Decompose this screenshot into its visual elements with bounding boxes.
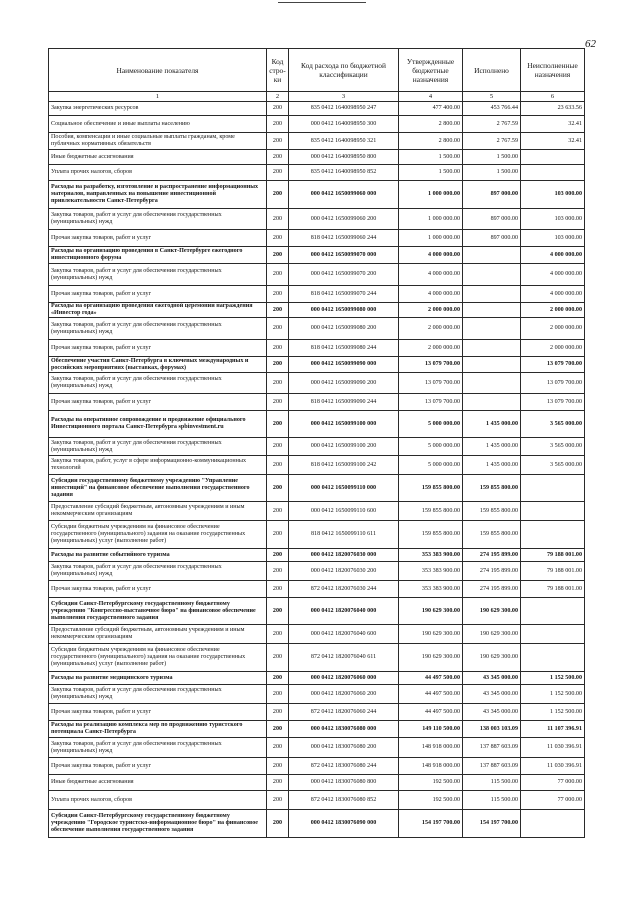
row-code-cell: 200 bbox=[267, 247, 289, 264]
row-kbk-cell: 000 0412 1650099060 200 bbox=[289, 209, 399, 230]
row-unexecuted-cell: 4 000 000.00 bbox=[521, 247, 585, 264]
row-approved-cell: 353 383 900.00 bbox=[399, 562, 463, 581]
row-name-cell: Предоставление субсидий бюджетным, автономным учреждениям и иным некоммерческим организациям bbox=[49, 625, 267, 644]
row-code-cell: 200 bbox=[267, 672, 289, 685]
row-unexecuted-cell bbox=[521, 502, 585, 521]
row-code-cell: 200 bbox=[267, 209, 289, 230]
row-kbk-cell: 000 0412 1820076040 000 bbox=[289, 598, 399, 625]
row-code-cell: 200 bbox=[267, 581, 289, 598]
row-executed-cell: 274 195 899.00 bbox=[463, 549, 521, 562]
row-executed-cell bbox=[463, 340, 521, 357]
column-number: 2 bbox=[267, 92, 289, 102]
row-unexecuted-cell: 32.41 bbox=[521, 116, 585, 133]
row-kbk-cell: 000 0412 1820076060 200 bbox=[289, 685, 399, 704]
table-row bbox=[49, 133, 585, 150]
row-name-cell: Расходы на развитие медицинского туризма bbox=[49, 672, 267, 685]
row-executed-cell: 137 887 603.09 bbox=[463, 758, 521, 775]
row-executed-cell: 190 629 300.00 bbox=[463, 598, 521, 625]
row-unexecuted-cell bbox=[521, 475, 585, 502]
row-approved-cell: 13 079 700.00 bbox=[399, 357, 463, 373]
row-code-cell: 200 bbox=[267, 303, 289, 318]
row-approved-cell: 190 629 300.00 bbox=[399, 598, 463, 625]
row-code-cell: 200 bbox=[267, 116, 289, 133]
table-row bbox=[49, 775, 585, 791]
table-row bbox=[49, 644, 585, 672]
row-name-cell: Обеспечение участия Санкт-Петербурга в ключевых международных и российских мероприятиях (выставках, форумах) bbox=[49, 357, 267, 373]
row-executed-cell: 2 767.59 bbox=[463, 133, 521, 150]
row-kbk-cell: 000 0412 1820076030 000 bbox=[289, 549, 399, 562]
row-executed-cell bbox=[463, 264, 521, 286]
row-executed-cell: 138 003 103.09 bbox=[463, 721, 521, 738]
row-name-cell: Уплата прочих налогов, сборов bbox=[49, 165, 267, 181]
row-unexecuted-cell: 2 000 000.00 bbox=[521, 303, 585, 318]
row-kbk-cell: 818 0412 1650099070 244 bbox=[289, 286, 399, 303]
row-name-cell: Прочая закупка товаров, работ и услуг bbox=[49, 704, 267, 721]
row-kbk-cell: 000 0412 1650099110 600 bbox=[289, 502, 399, 521]
row-approved-cell: 2 000 000.00 bbox=[399, 340, 463, 357]
table-row bbox=[49, 247, 585, 264]
row-kbk-cell: 000 0412 1640098950 300 bbox=[289, 116, 399, 133]
table-row bbox=[49, 791, 585, 810]
row-kbk-cell: 818 0412 1650099100 242 bbox=[289, 456, 399, 475]
row-executed-cell bbox=[463, 394, 521, 411]
row-kbk-cell: 000 0412 1820076060 000 bbox=[289, 672, 399, 685]
row-name-cell: Прочая закупка товаров, работ и услуг bbox=[49, 286, 267, 303]
row-unexecuted-cell: 77 000.00 bbox=[521, 791, 585, 810]
row-unexecuted-cell: 32.41 bbox=[521, 133, 585, 150]
row-name-cell: Закупка товаров, работ и услуг для обеспечения государственных (муниципальных) нужд bbox=[49, 209, 267, 230]
row-approved-cell: 4 000 000.00 bbox=[399, 264, 463, 286]
row-kbk-cell: 872 0412 1820076060 244 bbox=[289, 704, 399, 721]
row-unexecuted-cell: 11 030 396.91 bbox=[521, 738, 585, 758]
row-unexecuted-cell: 79 188 001.00 bbox=[521, 549, 585, 562]
row-code-cell: 200 bbox=[267, 438, 289, 456]
table-row bbox=[49, 181, 585, 209]
row-approved-cell: 44 497 500.00 bbox=[399, 672, 463, 685]
row-name-cell: Социальное обеспечение и иные выплаты населению bbox=[49, 116, 267, 133]
row-name-cell: Расходы на оперативное сопровождение и продвижение официального Инвестиционного портала Санкт-Петербурга spbinvestment.ru bbox=[49, 411, 267, 438]
column-number: 4 bbox=[399, 92, 463, 102]
row-name-cell: Закупка товаров, работ и услуг для обеспечения государственных (муниципальных) нужд bbox=[49, 438, 267, 456]
row-kbk-cell: 000 0412 1650099090 200 bbox=[289, 373, 399, 394]
table-row bbox=[49, 549, 585, 562]
row-unexecuted-cell: 1 152 500.00 bbox=[521, 685, 585, 704]
row-unexecuted-cell: 3 565 000.00 bbox=[521, 456, 585, 475]
row-name-cell: Расходы на развитие событийного туризма bbox=[49, 549, 267, 562]
row-executed-cell: 1 435 000.00 bbox=[463, 411, 521, 438]
row-executed-cell: 1 435 000.00 bbox=[463, 456, 521, 475]
row-kbk-cell: 000 0412 1830076090 000 bbox=[289, 810, 399, 838]
row-name-cell: Прочая закупка товаров, работ и услуг bbox=[49, 340, 267, 357]
header-row bbox=[49, 49, 585, 92]
row-unexecuted-cell bbox=[521, 150, 585, 165]
budget-table bbox=[48, 48, 585, 838]
row-approved-cell: 353 383 900.00 bbox=[399, 549, 463, 562]
row-name-cell: Субсидии Санкт-Петербургскому государственному бюджетному учреждению "Конгрессно-выставочное бюро" на финансовое обеспечение выполнения государственного задания bbox=[49, 598, 267, 625]
row-executed-cell: 115 500.00 bbox=[463, 775, 521, 791]
row-approved-cell: 13 079 700.00 bbox=[399, 373, 463, 394]
top-mark bbox=[278, 2, 366, 3]
table-row bbox=[49, 456, 585, 475]
row-kbk-cell: 000 0412 1650099080 200 bbox=[289, 318, 399, 340]
row-name-cell: Субсидии бюджетным учреждениям на финансовое обеспечение государственного (муниципального) задания на оказание государственных (муниципальных) услуг (выполнение работ) bbox=[49, 644, 267, 672]
row-approved-cell: 5 000 000.00 bbox=[399, 456, 463, 475]
row-code-cell: 200 bbox=[267, 165, 289, 181]
row-code-cell: 200 bbox=[267, 549, 289, 562]
table-row bbox=[49, 704, 585, 721]
row-approved-cell: 159 855 800.00 bbox=[399, 475, 463, 502]
row-code-cell: 200 bbox=[267, 340, 289, 357]
table-row bbox=[49, 758, 585, 775]
row-unexecuted-cell bbox=[521, 810, 585, 838]
row-kbk-cell: 872 0412 1820076040 611 bbox=[289, 644, 399, 672]
row-approved-cell: 190 629 300.00 bbox=[399, 644, 463, 672]
row-executed-cell: 154 197 700.00 bbox=[463, 810, 521, 838]
header-approved: Утвержденные бюджетные назначения bbox=[399, 49, 463, 92]
table-row bbox=[49, 357, 585, 373]
row-kbk-cell: 818 0412 1650099060 244 bbox=[289, 230, 399, 247]
row-executed-cell bbox=[463, 373, 521, 394]
row-kbk-cell: 000 0412 1830076080 200 bbox=[289, 738, 399, 758]
row-unexecuted-cell: 2 000 000.00 bbox=[521, 318, 585, 340]
table-row bbox=[49, 581, 585, 598]
row-unexecuted-cell: 13 079 700.00 bbox=[521, 394, 585, 411]
column-number: 6 bbox=[521, 92, 585, 102]
row-executed-cell: 43 345 000.00 bbox=[463, 704, 521, 721]
row-approved-cell: 44 497 500.00 bbox=[399, 685, 463, 704]
row-unexecuted-cell: 103 000.00 bbox=[521, 230, 585, 247]
row-code-cell: 200 bbox=[267, 738, 289, 758]
row-name-cell: Прочая закупка товаров, работ и услуг bbox=[49, 581, 267, 598]
row-unexecuted-cell: 2 000 000.00 bbox=[521, 340, 585, 357]
row-code-cell: 200 bbox=[267, 394, 289, 411]
row-code-cell: 200 bbox=[267, 810, 289, 838]
column-number: 5 bbox=[463, 92, 521, 102]
row-unexecuted-cell: 4 000 000.00 bbox=[521, 264, 585, 286]
row-executed-cell bbox=[463, 318, 521, 340]
row-unexecuted-cell: 1 152 500.00 bbox=[521, 672, 585, 685]
table-row bbox=[49, 209, 585, 230]
row-executed-cell: 1 435 000.00 bbox=[463, 438, 521, 456]
row-code-cell: 200 bbox=[267, 150, 289, 165]
row-name-cell: Субсидии бюджетным учреждениям на финансовое обеспечение государственного (муниципального) задания на оказание государственных (муниципальных) услуг (выполнение работ) bbox=[49, 521, 267, 549]
row-name-cell: Прочая закупка товаров, работ и услуг bbox=[49, 394, 267, 411]
row-approved-cell: 192 500.00 bbox=[399, 791, 463, 810]
row-unexecuted-cell: 103 000.00 bbox=[521, 209, 585, 230]
row-kbk-cell: 000 0412 1650099090 000 bbox=[289, 357, 399, 373]
row-approved-cell: 154 197 700.00 bbox=[399, 810, 463, 838]
page-number: 62 bbox=[585, 38, 596, 50]
table-row bbox=[49, 502, 585, 521]
table-row bbox=[49, 438, 585, 456]
row-approved-cell: 1 500.00 bbox=[399, 165, 463, 181]
row-executed-cell: 159 855 800.00 bbox=[463, 502, 521, 521]
row-unexecuted-cell: 13 079 700.00 bbox=[521, 357, 585, 373]
row-name-cell: Закупка товаров, работ и услуг для обеспечения государственных (муниципальных) нужд bbox=[49, 738, 267, 758]
row-name-cell: Расходы на организацию проведения в Санкт-Петербурге ежегодного инвестиционного форума bbox=[49, 247, 267, 264]
header-code: Код стро-ки bbox=[267, 49, 289, 92]
row-name-cell: Прочая закупка товаров, работ и услуг bbox=[49, 758, 267, 775]
row-name-cell: Предоставление субсидий бюджетным, автономным учреждениям и иным некоммерческим организациям bbox=[49, 502, 267, 521]
row-kbk-cell: 872 0412 1830076080 244 bbox=[289, 758, 399, 775]
row-kbk-cell: 000 0412 1650099110 000 bbox=[289, 475, 399, 502]
row-code-cell: 200 bbox=[267, 721, 289, 738]
table-row bbox=[49, 394, 585, 411]
row-kbk-cell: 000 0412 1650099070 000 bbox=[289, 247, 399, 264]
row-executed-cell: 137 887 603.09 bbox=[463, 738, 521, 758]
row-unexecuted-cell: 79 188 001.00 bbox=[521, 562, 585, 581]
header-name: Наименование показателя bbox=[49, 49, 267, 92]
row-name-cell: Закупка товаров, работ и услуг для обеспечения государственных (муниципальных) нужд bbox=[49, 562, 267, 581]
row-executed-cell: 897 000.00 bbox=[463, 181, 521, 209]
row-name-cell: Уплата прочих налогов, сборов bbox=[49, 791, 267, 810]
row-approved-cell: 2 000 000.00 bbox=[399, 303, 463, 318]
table-row bbox=[49, 116, 585, 133]
row-unexecuted-cell: 77 000.00 bbox=[521, 775, 585, 791]
row-code-cell: 200 bbox=[267, 685, 289, 704]
row-code-cell: 200 bbox=[267, 230, 289, 247]
row-kbk-cell: 000 0412 1650099100 200 bbox=[289, 438, 399, 456]
row-code-cell: 200 bbox=[267, 456, 289, 475]
row-executed-cell: 115 500.00 bbox=[463, 791, 521, 810]
row-code-cell: 200 bbox=[267, 521, 289, 549]
row-approved-cell: 1 000 000.00 bbox=[399, 181, 463, 209]
row-approved-cell: 2 000 000.00 bbox=[399, 318, 463, 340]
row-approved-cell: 149 110 500.00 bbox=[399, 721, 463, 738]
table-row bbox=[49, 165, 585, 181]
row-name-cell: Субсидии государственному бюджетному учреждению "Управление инвестиций" на финансовое обеспечение выполнения государственного задания bbox=[49, 475, 267, 502]
row-approved-cell: 1 000 000.00 bbox=[399, 209, 463, 230]
row-code-cell: 200 bbox=[267, 791, 289, 810]
row-executed-cell: 43 345 000.00 bbox=[463, 685, 521, 704]
row-code-cell: 200 bbox=[267, 286, 289, 303]
row-unexecuted-cell: 13 079 700.00 bbox=[521, 373, 585, 394]
row-kbk-cell: 818 0412 1650099090 244 bbox=[289, 394, 399, 411]
row-executed-cell: 190 629 300.00 bbox=[463, 625, 521, 644]
row-unexecuted-cell: 3 565 000.00 bbox=[521, 411, 585, 438]
column-number: 3 bbox=[289, 92, 399, 102]
table-row bbox=[49, 230, 585, 247]
table-row bbox=[49, 562, 585, 581]
row-approved-cell: 4 000 000.00 bbox=[399, 286, 463, 303]
row-executed-cell: 274 195 899.00 bbox=[463, 581, 521, 598]
table-row bbox=[49, 150, 585, 165]
row-approved-cell: 2 800.00 bbox=[399, 116, 463, 133]
row-name-cell: Иные бюджетные ассигнования bbox=[49, 775, 267, 791]
column-number: 1 bbox=[49, 92, 267, 102]
row-executed-cell: 43 345 000.00 bbox=[463, 672, 521, 685]
row-unexecuted-cell: 3 565 000.00 bbox=[521, 438, 585, 456]
table-row bbox=[49, 521, 585, 549]
table-row bbox=[49, 102, 585, 116]
row-kbk-cell: 000 0412 1830076080 000 bbox=[289, 721, 399, 738]
row-approved-cell: 148 918 000.00 bbox=[399, 758, 463, 775]
row-approved-cell: 148 918 000.00 bbox=[399, 738, 463, 758]
row-code-cell: 200 bbox=[267, 704, 289, 721]
row-approved-cell: 44 497 500.00 bbox=[399, 704, 463, 721]
row-name-cell: Расходы на реализацию комплекса мер по продвижению туристского потенциала Санкт-Петербурга bbox=[49, 721, 267, 738]
row-name-cell: Субсидии Санкт-Петербургскому государственному бюджетному учреждению "Городское туристско-информационное бюро" на финансовое обеспечение выполнения государственного задания bbox=[49, 810, 267, 838]
row-unexecuted-cell: 11 107 396.91 bbox=[521, 721, 585, 738]
row-kbk-cell: 000 0412 1650099060 000 bbox=[289, 181, 399, 209]
row-name-cell: Расходы на организацию проведения ежегодной церемонии награждения «Инвестор года» bbox=[49, 303, 267, 318]
row-executed-cell: 159 855 800.00 bbox=[463, 521, 521, 549]
row-approved-cell: 5 000 000.00 bbox=[399, 438, 463, 456]
row-executed-cell bbox=[463, 286, 521, 303]
row-executed-cell bbox=[463, 357, 521, 373]
row-code-cell: 200 bbox=[267, 373, 289, 394]
row-approved-cell: 5 000 000.00 bbox=[399, 411, 463, 438]
row-kbk-cell: 872 0412 1830076080 852 bbox=[289, 791, 399, 810]
row-approved-cell: 1 500.00 bbox=[399, 150, 463, 165]
table-row bbox=[49, 598, 585, 625]
row-kbk-cell: 872 0412 1820076030 244 bbox=[289, 581, 399, 598]
row-code-cell: 200 bbox=[267, 502, 289, 521]
row-kbk-cell: 818 0412 1650099110 611 bbox=[289, 521, 399, 549]
row-kbk-cell: 835 0412 1640098950 247 bbox=[289, 102, 399, 116]
header-kbk: Код расхода по бюджетной классификации bbox=[289, 49, 399, 92]
row-code-cell: 200 bbox=[267, 411, 289, 438]
row-executed-cell: 453 766.44 bbox=[463, 102, 521, 116]
row-code-cell: 200 bbox=[267, 625, 289, 644]
row-name-cell: Пособия, компенсации и иные социальные выплаты гражданам, кроме публичных нормативных обязательств bbox=[49, 133, 267, 150]
table-row bbox=[49, 286, 585, 303]
row-kbk-cell: 000 0412 1650099100 000 bbox=[289, 411, 399, 438]
header-executed: Исполнено bbox=[463, 49, 521, 92]
row-approved-cell: 353 383 900.00 bbox=[399, 581, 463, 598]
row-code-cell: 200 bbox=[267, 264, 289, 286]
row-name-cell: Закупка энергетических ресурсов bbox=[49, 102, 267, 116]
row-unexecuted-cell: 11 030 396.91 bbox=[521, 758, 585, 775]
row-kbk-cell: 000 0412 1650099080 000 bbox=[289, 303, 399, 318]
row-kbk-cell: 835 0412 1640098950 852 bbox=[289, 165, 399, 181]
column-number-row bbox=[49, 92, 585, 102]
table-row bbox=[49, 738, 585, 758]
row-unexecuted-cell: 79 188 001.00 bbox=[521, 581, 585, 598]
row-executed-cell bbox=[463, 303, 521, 318]
table-row bbox=[49, 264, 585, 286]
table-row bbox=[49, 373, 585, 394]
row-code-cell: 200 bbox=[267, 562, 289, 581]
row-unexecuted-cell: 1 152 500.00 bbox=[521, 704, 585, 721]
row-code-cell: 200 bbox=[267, 318, 289, 340]
row-kbk-cell: 000 0412 1820076030 200 bbox=[289, 562, 399, 581]
table-row bbox=[49, 318, 585, 340]
row-executed-cell: 897 000.00 bbox=[463, 209, 521, 230]
row-code-cell: 200 bbox=[267, 357, 289, 373]
row-code-cell: 200 bbox=[267, 598, 289, 625]
table-row bbox=[49, 340, 585, 357]
row-kbk-cell: 000 0412 1650099070 200 bbox=[289, 264, 399, 286]
row-approved-cell: 159 855 800.00 bbox=[399, 521, 463, 549]
row-unexecuted-cell: 4 000 000.00 bbox=[521, 286, 585, 303]
row-kbk-cell: 000 0412 1820076040 600 bbox=[289, 625, 399, 644]
row-code-cell: 200 bbox=[267, 775, 289, 791]
row-executed-cell bbox=[463, 247, 521, 264]
row-name-cell: Иные бюджетные ассигнования bbox=[49, 150, 267, 165]
row-unexecuted-cell bbox=[521, 521, 585, 549]
row-executed-cell: 897 000.00 bbox=[463, 230, 521, 247]
row-code-cell: 200 bbox=[267, 475, 289, 502]
row-unexecuted-cell: 103 000.00 bbox=[521, 181, 585, 209]
row-approved-cell: 192 500.00 bbox=[399, 775, 463, 791]
row-name-cell: Закупка товаров, работ и услуг для обеспечения государственных (муниципальных) нужд bbox=[49, 685, 267, 704]
row-approved-cell: 477 400.00 bbox=[399, 102, 463, 116]
row-executed-cell: 190 629 300.00 bbox=[463, 644, 521, 672]
row-unexecuted-cell: 23 633.56 bbox=[521, 102, 585, 116]
row-kbk-cell: 000 0412 1830076080 800 bbox=[289, 775, 399, 791]
row-kbk-cell: 818 0412 1650099080 244 bbox=[289, 340, 399, 357]
row-code-cell: 200 bbox=[267, 133, 289, 150]
row-code-cell: 200 bbox=[267, 758, 289, 775]
header-unexecuted: Неисполненные назначения bbox=[521, 49, 585, 92]
table-row bbox=[49, 685, 585, 704]
row-executed-cell: 159 855 800.00 bbox=[463, 475, 521, 502]
row-code-cell: 200 bbox=[267, 181, 289, 209]
table-row bbox=[49, 810, 585, 838]
table-row bbox=[49, 475, 585, 502]
row-executed-cell: 2 767.59 bbox=[463, 116, 521, 133]
row-approved-cell: 13 079 700.00 bbox=[399, 394, 463, 411]
row-name-cell: Закупка товаров, работ, услуг в сфере информационно-коммуникационных технологий bbox=[49, 456, 267, 475]
row-approved-cell: 2 800.00 bbox=[399, 133, 463, 150]
row-name-cell: Расходы на разработку, изготовление и распространение информационных материалов, направленных на повышение инвестиционной привлекательности Санкт-Петербурга bbox=[49, 181, 267, 209]
row-name-cell: Закупка товаров, работ и услуг для обеспечения государственных (муниципальных) нужд bbox=[49, 264, 267, 286]
row-name-cell: Закупка товаров, работ и услуг для обеспечения государственных (муниципальных) нужд bbox=[49, 373, 267, 394]
row-executed-cell: 1 500.00 bbox=[463, 165, 521, 181]
row-approved-cell: 1 000 000.00 bbox=[399, 230, 463, 247]
row-approved-cell: 4 000 000.00 bbox=[399, 247, 463, 264]
row-unexecuted-cell bbox=[521, 165, 585, 181]
row-executed-cell: 274 195 899.00 bbox=[463, 562, 521, 581]
table-row bbox=[49, 303, 585, 318]
row-code-cell: 200 bbox=[267, 644, 289, 672]
table-row bbox=[49, 625, 585, 644]
row-unexecuted-cell bbox=[521, 598, 585, 625]
row-code-cell: 200 bbox=[267, 102, 289, 116]
row-unexecuted-cell bbox=[521, 625, 585, 644]
row-approved-cell: 190 629 300.00 bbox=[399, 625, 463, 644]
table-row bbox=[49, 411, 585, 438]
row-unexecuted-cell bbox=[521, 644, 585, 672]
row-approved-cell: 159 855 800.00 bbox=[399, 502, 463, 521]
table-row bbox=[49, 672, 585, 685]
row-kbk-cell: 000 0412 1640098950 800 bbox=[289, 150, 399, 165]
row-name-cell: Закупка товаров, работ и услуг для обеспечения государственных (муниципальных) нужд bbox=[49, 318, 267, 340]
row-kbk-cell: 835 0412 1640098950 321 bbox=[289, 133, 399, 150]
row-name-cell: Прочая закупка товаров, работ и услуг bbox=[49, 230, 267, 247]
table-row bbox=[49, 721, 585, 738]
row-executed-cell: 1 500.00 bbox=[463, 150, 521, 165]
